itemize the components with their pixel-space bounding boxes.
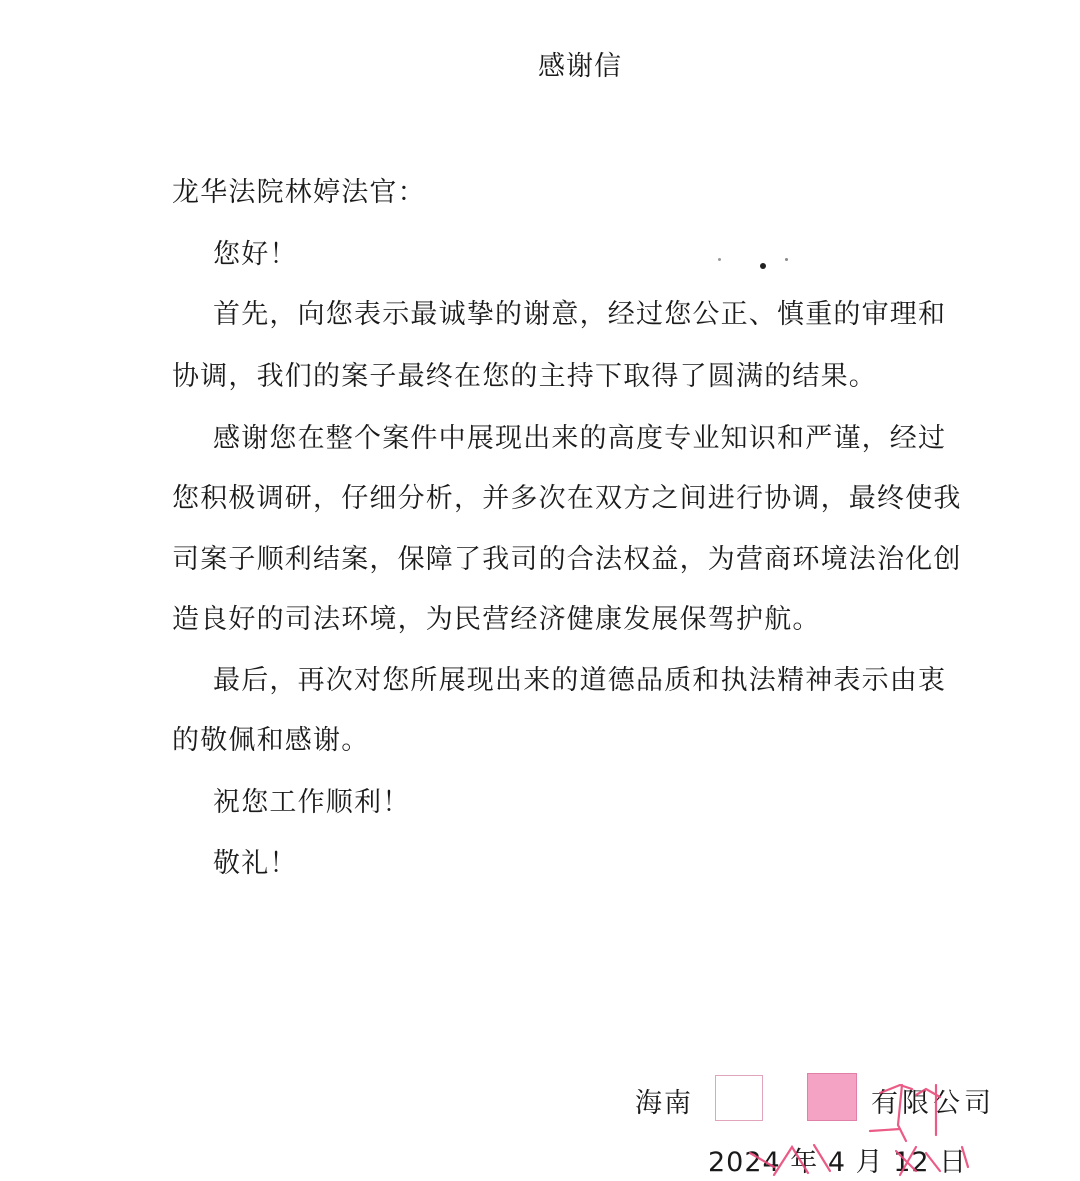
company-name-suffix: 有限公司: [871, 1088, 995, 1119]
scan-speck: [785, 258, 788, 261]
body-line: 您积极调研，仔细分析，并多次在双方之间进行协调，最终使我: [172, 483, 962, 514]
body-line: 协调，我们的案子最终在您的主持下取得了圆满的结果。: [172, 361, 877, 392]
body-line: 感谢您在整个案件中展现出来的高度专业知识和严谨，经过: [213, 423, 947, 454]
closing-regards: 敬礼！: [213, 848, 298, 879]
body-line: 司案子顺利结案，保障了我司的合法权益，为营商环境法治化创: [172, 544, 962, 575]
body-line: 的敬佩和感谢。: [172, 725, 370, 756]
body-line: 首先，向您表示最诚挚的谢意，经过您公正、慎重的审理和: [213, 299, 947, 330]
scan-speck: [718, 258, 721, 261]
letter-date: 2024 年 4 月 12 日: [708, 1147, 968, 1178]
redaction-box: [715, 1075, 763, 1121]
closing-wish: 祝您工作顺利！: [213, 787, 411, 818]
greeting: 您好！: [213, 239, 298, 270]
company-signature: [635, 1073, 995, 1123]
body-line: 最后，再次对您所展现出来的道德品质和执法精神表示由衷: [213, 665, 947, 696]
company-name-prefix: 海南: [635, 1088, 693, 1119]
body-line: 造良好的司法环境，为民营经济健康发展保驾护航。: [172, 604, 821, 635]
letter-title: 感谢信: [538, 51, 622, 82]
salutation: 龙华法院林婷法官：: [172, 177, 426, 208]
redaction-box: [807, 1073, 857, 1121]
scan-speck: [760, 263, 766, 269]
